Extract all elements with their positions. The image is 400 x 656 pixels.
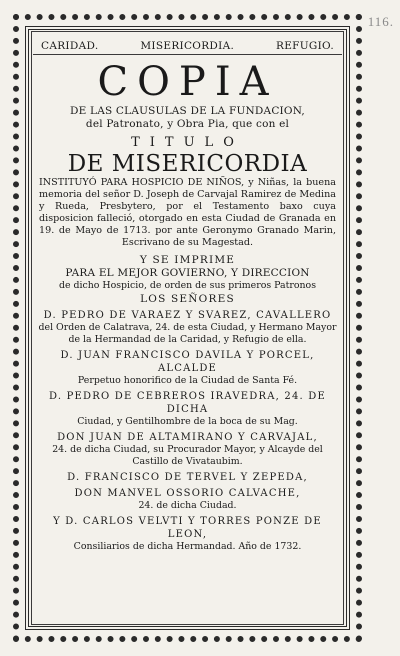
patron-3-title: Ciudad, y Gentilhombre de la boca de su Mag. (77, 416, 298, 427)
hospicio-line: de dicho Hospicio, de orden de sus primeros Patronos (58, 280, 316, 291)
patron-6-title: 24. de dicha Ciudad. (138, 500, 237, 511)
main-title: COPIA (97, 59, 278, 105)
patron-7-name: Y D. CARLOS VELVTI Y TORRES PONZE DE LEON, (53, 516, 322, 540)
running-head-misericordia: MISERICORDIA. (140, 40, 235, 52)
running-head-refugio: REFUGIO. (276, 40, 334, 52)
institution-paragraph: INSTITUYÓ PARA HOSPICIO DE NIÑOS, y Niñas, la buena memoria del señor D. Joseph de Carvajal Ramirez de Medina y Rueda, Presbytero, por el Testamento baxo cuya disposicion falleció, otorgado en esta Ciudad de Granada en 19. de Mayo de 1713. por ante Geronymo Granado Marin, Escrivano de su Magestad. (39, 177, 336, 248)
title-page-text (33, 40, 342, 624)
patron-7-title: Consiliarios de dicha Hermandad. Año de 1732. (73, 541, 302, 552)
patron-2-name: D. JUAN FRANCISCO DAVILA Y PORCEL, ALCALDE (60, 350, 315, 374)
patron-3-name: D. PEDRO DE CEBREROS IRAVEDRA, 24. DE DICHA (48, 391, 326, 415)
running-head-caridad: CARIDAD. (41, 40, 99, 52)
patron-6-name: DON MANVEL OSSORIO CALVACHE, (74, 488, 301, 499)
misericordia-heading: DE MISERICORDIA (67, 151, 308, 177)
patron-4-name: DON JUAN DE ALTAMIRANO Y CARVAJAL, (57, 432, 318, 443)
patron-4-title: 24. de dicha Ciudad, su Procurador Mayor, y Alcayde del Castillo de Vivataubim. (52, 444, 323, 467)
govierno-line: PARA EL MEJOR GOVIERNO, Y DIRECCION (65, 267, 310, 279)
patron-1-name: D. PEDRO DE VARAEZ Y SVAREZ, CAVALLERO (43, 310, 332, 321)
margin-note: 116. (367, 14, 394, 29)
patronato-line: del Patronato, y Obra Pia, que con el (85, 118, 290, 130)
patron-5-name: D. FRANCISCO DE TERVEL Y ZEPEDA, (67, 472, 308, 483)
titulo-line: TITULO (131, 135, 244, 150)
senores-line: LOS SEÑORES (140, 293, 235, 305)
imprime-line: Y SE IMPRIME (139, 254, 236, 266)
clausulas-line: DE LAS CLAUSULAS DE LA FUNDACION, (70, 105, 305, 117)
patron-1-title: del Orden de Calatrava, 24. de esta Ciudad, y Hermano Mayor de la Hermandad de la Caridad, y Refugio de ella. (38, 322, 337, 345)
patron-2-title: Perpetuo honorifico de la Ciudad de Santa Fé. (77, 375, 298, 386)
running-head (33, 40, 342, 55)
